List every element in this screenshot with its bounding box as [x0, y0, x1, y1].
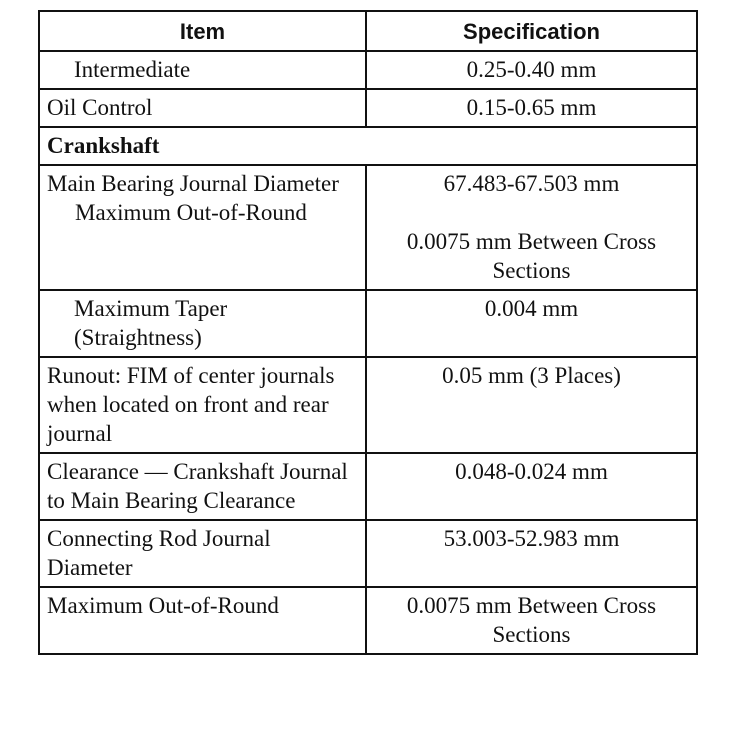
spec-text: 67.483-67.503 mm	[443, 171, 620, 196]
section-row	[39, 127, 697, 165]
table-row	[39, 587, 697, 654]
section-heading: Crankshaft	[39, 127, 697, 165]
spec-cell: 0.25-0.40 mm	[366, 51, 697, 89]
spec-cell: 0.0075 mm Between Cross Sections	[366, 587, 697, 654]
item-cell: Maximum Taper (Straightness)	[39, 290, 366, 357]
table-row	[39, 453, 697, 520]
header-item: Item	[39, 11, 366, 51]
table-row	[39, 290, 697, 357]
spec-cell: 0.15-0.65 mm	[366, 89, 697, 127]
item-cell: Connecting Rod Journal Diameter	[39, 520, 366, 587]
spacer	[374, 198, 689, 205]
table-row	[39, 520, 697, 587]
item-cell: Maximum Out-of-Round	[39, 587, 366, 654]
item-cell: Runout: FIM of center journals when located on front and rear journal	[39, 357, 366, 453]
header-specification: Specification	[366, 11, 697, 51]
table-row	[39, 51, 697, 89]
table-row	[39, 89, 697, 127]
item-text: Main Bearing Journal Diameter	[47, 171, 339, 196]
item-cell	[39, 165, 366, 290]
spec-cell: 53.003-52.983 mm	[366, 520, 697, 587]
specification-table	[38, 10, 698, 655]
table-header-row	[39, 11, 697, 51]
spec-cell: 0.004 mm	[366, 290, 697, 357]
spec-cell	[366, 165, 697, 290]
spec-cell: 0.05 mm (3 Places)	[366, 357, 697, 453]
table-row	[39, 357, 697, 453]
spec-cell: 0.048-0.024 mm	[366, 453, 697, 520]
item-cell: Clearance — Crankshaft Journal to Main Bearing Clearance	[39, 453, 366, 520]
item-cell: Oil Control	[39, 89, 366, 127]
spec-text: 0.0075 mm Between Cross Sections	[406, 229, 657, 283]
table-row	[39, 165, 697, 290]
item-cell: Intermediate	[39, 51, 366, 89]
item-text: Maximum Out-of-Round	[75, 200, 307, 225]
